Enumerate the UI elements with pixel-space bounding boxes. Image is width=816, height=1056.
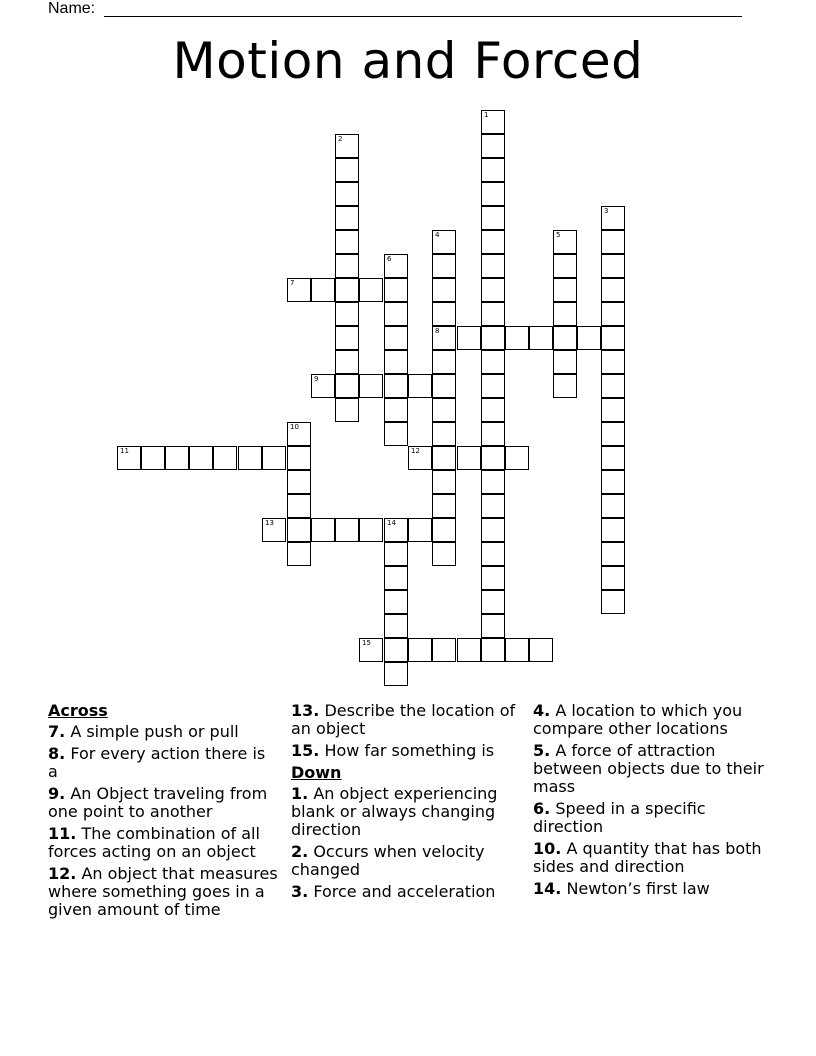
clue-number: 8 <box>435 327 440 335</box>
grid-cell[interactable] <box>601 302 625 326</box>
grid-cell[interactable] <box>481 254 505 278</box>
grid-cell[interactable] <box>481 326 505 350</box>
grid-cell[interactable] <box>505 638 529 662</box>
clue-number: 3 <box>604 207 609 215</box>
grid-cell[interactable] <box>553 278 577 302</box>
grid-cell[interactable] <box>335 134 359 158</box>
grid-cell[interactable] <box>262 446 286 470</box>
grid-cell[interactable] <box>213 446 237 470</box>
grid-cell[interactable] <box>432 302 456 326</box>
grid-cell[interactable] <box>311 518 335 542</box>
grid-cell[interactable] <box>601 350 625 374</box>
clue-down-6: 6. Speed in a specific direction <box>533 799 706 836</box>
grid-cell[interactable] <box>481 110 505 134</box>
clue-number: 6 <box>387 255 392 263</box>
grid-cell[interactable] <box>481 518 505 542</box>
grid-cell[interactable] <box>384 662 408 686</box>
grid-cell[interactable] <box>481 398 505 422</box>
clue-number: 15 <box>362 639 371 647</box>
grid-cell[interactable] <box>601 422 625 446</box>
grid-cell[interactable] <box>601 398 625 422</box>
grid-cell[interactable] <box>505 446 529 470</box>
grid-cell[interactable] <box>335 182 359 206</box>
grid-cell[interactable] <box>601 566 625 590</box>
clue-across-7: 7. A simple push or pull <box>48 722 239 741</box>
grid-cell[interactable] <box>601 278 625 302</box>
grid-cell[interactable] <box>287 542 311 566</box>
grid-cell[interactable] <box>359 518 383 542</box>
grid-cell[interactable] <box>408 446 432 470</box>
grid-cell[interactable] <box>335 206 359 230</box>
grid-cell[interactable] <box>335 230 359 254</box>
grid-cell[interactable] <box>384 614 408 638</box>
grid-cell[interactable] <box>141 446 165 470</box>
grid-cell[interactable] <box>601 206 625 230</box>
clue-down-10: 10. A quantity that has both sides and direction <box>533 839 762 876</box>
grid-cell[interactable] <box>408 374 432 398</box>
clue-down-3: 3. Force and acceleration <box>291 882 496 901</box>
grid-cell[interactable] <box>165 446 189 470</box>
grid-cell[interactable] <box>384 422 408 446</box>
clue-number: 1 <box>484 111 489 119</box>
grid-cell[interactable] <box>553 350 577 374</box>
clue-number: 2 <box>338 135 343 143</box>
grid-cell[interactable] <box>384 638 408 662</box>
grid-cell[interactable] <box>408 638 432 662</box>
grid-cell[interactable] <box>408 518 432 542</box>
grid-cell[interactable] <box>481 470 505 494</box>
grid-cell[interactable] <box>553 326 577 350</box>
grid-cell[interactable] <box>359 638 383 662</box>
grid-cell[interactable] <box>553 254 577 278</box>
clue-down-14: 14. Newton’s first law <box>533 879 710 898</box>
grid-cell[interactable] <box>384 350 408 374</box>
grid-cell[interactable] <box>384 302 408 326</box>
clue-number: 7 <box>290 279 295 287</box>
grid-cell[interactable] <box>505 326 529 350</box>
grid-cell[interactable] <box>384 326 408 350</box>
clue-number: 11 <box>120 447 129 455</box>
clue-number: 10 <box>290 423 299 431</box>
clue-number: 9 <box>314 375 319 383</box>
grid-cell[interactable] <box>384 566 408 590</box>
grid-cell[interactable] <box>384 590 408 614</box>
grid-cell[interactable] <box>384 374 408 398</box>
grid-cell[interactable] <box>481 182 505 206</box>
grid-cell[interactable] <box>432 518 456 542</box>
grid-cell[interactable] <box>287 278 311 302</box>
clue-across-8: 8. For every action there is a <box>48 744 266 781</box>
down-heading: Down <box>291 763 342 782</box>
grid-cell[interactable] <box>335 350 359 374</box>
clue-across-11: 11. The combination of all forces acting on an object <box>48 824 260 861</box>
grid-cell[interactable] <box>432 374 456 398</box>
grid-cell[interactable] <box>287 422 311 446</box>
clue-number: 12 <box>411 447 420 455</box>
grid-cell[interactable] <box>481 446 505 470</box>
clue-across-15: 15. How far something is <box>291 741 495 760</box>
grid-cell[interactable] <box>432 254 456 278</box>
clue-down-2: 2. Occurs when velocity changed <box>291 842 485 879</box>
grid-cell[interactable] <box>432 638 456 662</box>
grid-cell[interactable] <box>335 278 359 302</box>
grid-cell[interactable] <box>287 494 311 518</box>
grid-cell[interactable] <box>481 542 505 566</box>
grid-cell[interactable] <box>457 326 481 350</box>
grid-cell[interactable] <box>335 374 359 398</box>
grid-cell[interactable] <box>432 494 456 518</box>
grid-cell[interactable] <box>432 278 456 302</box>
clue-across-9: 9. An Object traveling from one point to another <box>48 784 268 821</box>
grid-cell[interactable] <box>359 278 383 302</box>
name-label: Name: <box>48 0 96 17</box>
grid-cell[interactable] <box>601 446 625 470</box>
grid-cell[interactable] <box>384 254 408 278</box>
grid-cell[interactable] <box>553 302 577 326</box>
grid-cell[interactable] <box>481 302 505 326</box>
grid-cell[interactable] <box>311 374 335 398</box>
clue-across-12: 12. An object that measures where something goes in a given amount of time <box>48 864 278 919</box>
grid-cell[interactable] <box>601 542 625 566</box>
grid-cell[interactable] <box>335 518 359 542</box>
grid-cell[interactable] <box>601 590 625 614</box>
grid-cell[interactable] <box>481 566 505 590</box>
clue-column-3 <box>533 702 769 902</box>
grid-cell[interactable] <box>335 398 359 422</box>
grid-cell[interactable] <box>457 446 481 470</box>
grid-cell[interactable] <box>601 494 625 518</box>
grid-cell[interactable] <box>481 134 505 158</box>
clue-column-2 <box>291 702 523 905</box>
grid-cell[interactable] <box>481 278 505 302</box>
grid-cell[interactable] <box>481 350 505 374</box>
grid-cell[interactable] <box>553 374 577 398</box>
across-heading: Across <box>48 701 108 720</box>
grid-cell[interactable] <box>601 326 625 350</box>
clue-number: 13 <box>265 519 274 527</box>
clue-down-5: 5. A force of attraction between objects due to their mass <box>533 741 764 796</box>
grid-cell[interactable] <box>311 278 335 302</box>
grid-cell[interactable] <box>601 518 625 542</box>
grid-cell[interactable] <box>384 518 408 542</box>
grid-cell[interactable] <box>117 446 141 470</box>
grid-cell[interactable] <box>335 254 359 278</box>
grid-cell[interactable] <box>432 422 456 446</box>
grid-cell[interactable] <box>432 350 456 374</box>
grid-cell[interactable] <box>262 518 286 542</box>
grid-cell[interactable] <box>481 230 505 254</box>
clue-number: 5 <box>556 231 561 239</box>
clue-column-1 <box>48 702 280 923</box>
grid-cell[interactable] <box>601 470 625 494</box>
grid-cell[interactable] <box>432 326 456 350</box>
clue-down-1: 1. An object experiencing blank or always changing direction <box>291 784 498 839</box>
grid-cell[interactable] <box>553 230 577 254</box>
grid-cell[interactable] <box>481 494 505 518</box>
grid-cell[interactable] <box>238 446 262 470</box>
clue-across-13: 13. Describe the location of an object <box>291 701 516 738</box>
grid-cell[interactable] <box>481 638 505 662</box>
grid-cell[interactable] <box>384 542 408 566</box>
grid-cell[interactable] <box>481 614 505 638</box>
grid-cell[interactable] <box>432 398 456 422</box>
clue-number: 14 <box>387 519 396 527</box>
grid-cell[interactable] <box>601 254 625 278</box>
grid-cell[interactable] <box>287 470 311 494</box>
grid-cell[interactable] <box>481 590 505 614</box>
grid-cell[interactable] <box>601 374 625 398</box>
grid-cell[interactable] <box>601 230 625 254</box>
grid-cell[interactable] <box>287 446 311 470</box>
grid-cell[interactable] <box>432 542 456 566</box>
clue-down-4: 4. A location to which you compare other locations <box>533 701 743 738</box>
page-title: Motion and Forced <box>172 32 644 90</box>
grid-cell[interactable] <box>432 470 456 494</box>
grid-cell[interactable] <box>189 446 213 470</box>
grid-cell[interactable] <box>432 230 456 254</box>
grid-cell[interactable] <box>481 422 505 446</box>
grid-cell[interactable] <box>481 374 505 398</box>
grid-cell[interactable] <box>335 326 359 350</box>
grid-cell[interactable] <box>529 326 553 350</box>
grid-cell[interactable] <box>529 638 553 662</box>
grid-cell[interactable] <box>481 158 505 182</box>
grid-cell[interactable] <box>359 374 383 398</box>
grid-cell[interactable] <box>481 206 505 230</box>
grid-cell[interactable] <box>335 158 359 182</box>
grid-cell[interactable] <box>384 398 408 422</box>
grid-cell[interactable] <box>432 446 456 470</box>
grid-cell[interactable] <box>335 302 359 326</box>
grid-cell[interactable] <box>457 638 481 662</box>
clue-number: 4 <box>435 231 440 239</box>
grid-cell[interactable] <box>384 278 408 302</box>
grid-cell[interactable] <box>287 518 311 542</box>
grid-cell[interactable] <box>577 326 601 350</box>
